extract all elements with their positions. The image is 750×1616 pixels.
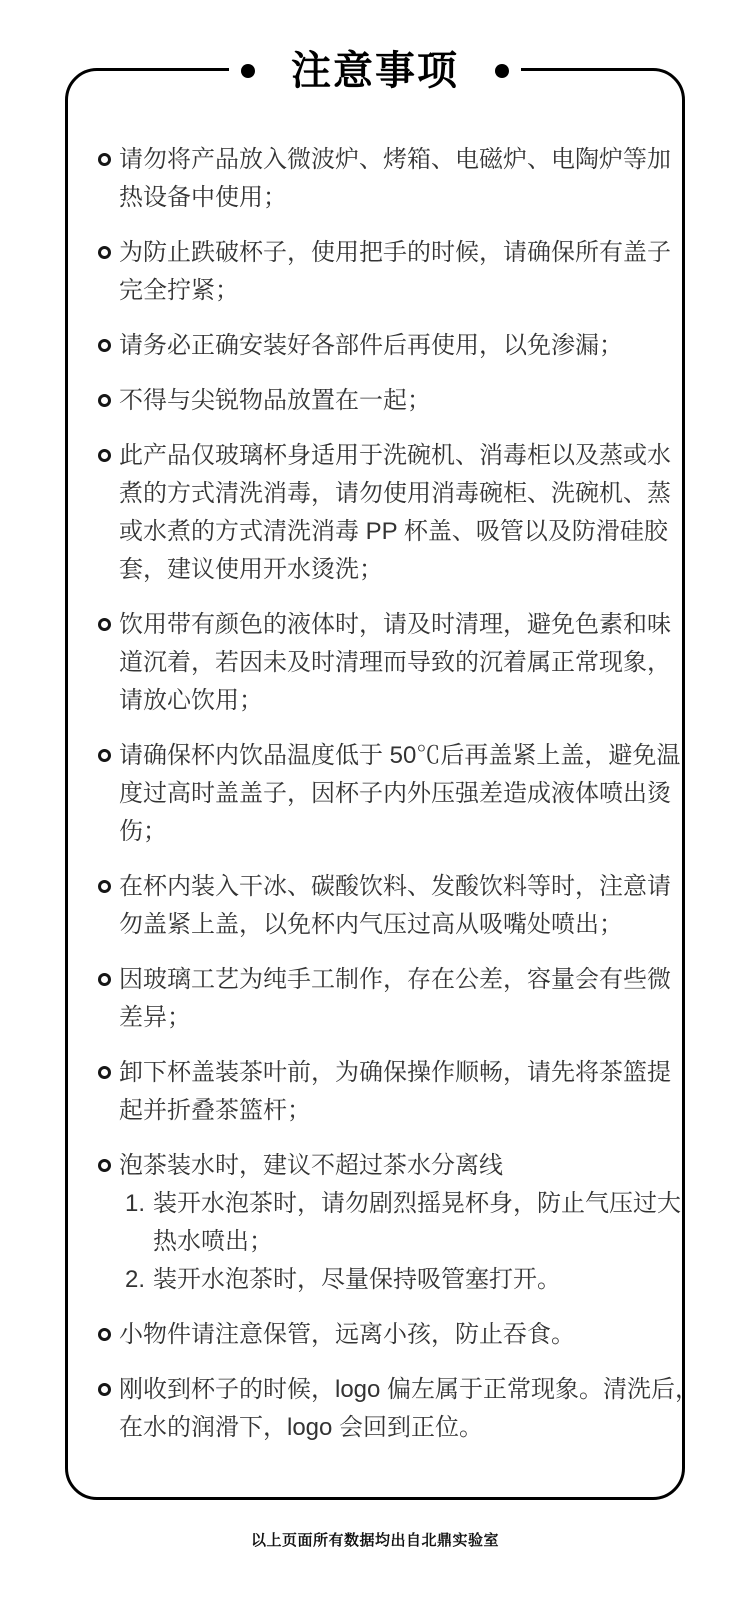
notice-item-line: 完全拧紧； bbox=[119, 277, 239, 304]
notice-item-body bbox=[119, 606, 671, 720]
notice-item-body bbox=[119, 868, 671, 944]
bullet-ring-icon bbox=[98, 449, 111, 462]
subitem-body bbox=[153, 1261, 561, 1299]
notice-subitem bbox=[125, 1261, 668, 1299]
bullet-ring-icon bbox=[98, 1066, 111, 1079]
notice-item-body bbox=[119, 1147, 681, 1299]
notice-item bbox=[98, 1147, 681, 1299]
notice-item-line: 饮用带有颜色的液体时，请及时清理，避免色素和味 bbox=[119, 611, 671, 638]
notice-item bbox=[98, 1371, 700, 1447]
subitem-number: 1. bbox=[125, 1190, 146, 1217]
bullet-ring-icon bbox=[98, 1159, 111, 1172]
bullet-ring-icon bbox=[98, 394, 111, 407]
notice-item bbox=[98, 1316, 668, 1354]
notice-item-line: 或水煮的方式清洗消毒 PP 杯盖、吸管以及防滑硅胶 bbox=[119, 518, 668, 545]
notice-item-line: 度过高时盖盖子，因杯子内外压强差造成液体喷出烫 bbox=[119, 780, 671, 807]
notice-item-line: 在水的润滑下，logo 会回到正位。 bbox=[119, 1414, 484, 1441]
bullet-ring-icon bbox=[98, 749, 111, 762]
title-bar bbox=[229, 49, 521, 93]
bullet-ring-icon bbox=[98, 880, 111, 893]
notice-subitem-line: 热水喷出； bbox=[153, 1228, 273, 1255]
title-dot-right-icon bbox=[495, 64, 509, 78]
notice-item-body bbox=[119, 234, 671, 310]
page-title: 注意事项 bbox=[291, 49, 459, 93]
notice-item-line: 请务必正确安装好各部件后再使用，以免渗漏； bbox=[119, 332, 623, 359]
notice-item-body bbox=[119, 437, 671, 589]
bullet-ring-icon bbox=[98, 973, 111, 986]
notice-item-line: 因玻璃工艺为纯手工制作，存在公差，容量会有些微 bbox=[119, 966, 671, 993]
notice-item-line: 煮的方式清洗消毒，请勿使用消毒碗柜、洗碗机、蒸 bbox=[119, 480, 671, 507]
bullet-ring-icon bbox=[98, 1328, 111, 1341]
notice-item bbox=[98, 868, 671, 944]
notice-subitem-line: 装开水泡茶时，尽量保持吸管塞打开。 bbox=[153, 1266, 561, 1293]
notice-item bbox=[98, 606, 671, 720]
notice-item-body bbox=[119, 141, 671, 217]
footer-note: 以上页面所有数据均出自北鼎实验室 bbox=[250, 1532, 499, 1549]
notice-item-line: 热设备中使用； bbox=[119, 184, 287, 211]
subitem-number: 2. bbox=[125, 1266, 146, 1293]
notice-item-line: 请放心饮用； bbox=[119, 687, 263, 714]
notice-subitem bbox=[125, 1185, 681, 1261]
notice-item-line: 差异； bbox=[119, 1004, 191, 1031]
notice-item-line: 卸下杯盖装茶叶前，为确保操作顺畅，请先将茶篮提 bbox=[119, 1059, 671, 1086]
notice-item-line: 为防止跌破杯子，使用把手的时候，请确保所有盖子 bbox=[119, 239, 671, 266]
bullet-ring-icon bbox=[98, 339, 111, 352]
title-dot-left-icon bbox=[241, 64, 255, 78]
notice-item-line: 请勿将产品放入微波炉、烤箱、电磁炉、电陶炉等加 bbox=[119, 146, 671, 173]
bullet-ring-icon bbox=[98, 618, 111, 631]
notice-item bbox=[98, 1054, 671, 1130]
notice-item-body bbox=[119, 327, 623, 365]
notice-item bbox=[98, 437, 671, 589]
notice-item-line: 不得与尖锐物品放置在一起； bbox=[119, 387, 431, 414]
notice-item bbox=[98, 327, 668, 365]
notice-item bbox=[98, 234, 671, 310]
notice-item bbox=[98, 141, 671, 217]
notice-item-line: 勿盖紧上盖，以免杯内气压过高从吸嘴处喷出； bbox=[119, 911, 623, 938]
notice-item-line: 伤； bbox=[119, 818, 167, 845]
notice-subitem-line: 装开水泡茶时，请勿剧烈摇晃杯身，防止气压过大 bbox=[153, 1190, 681, 1217]
notice-item-body bbox=[119, 737, 681, 851]
subitem-body bbox=[153, 1185, 681, 1261]
notice-list bbox=[98, 141, 700, 1447]
notice-item-line: 此产品仅玻璃杯身适用于洗碗机、消毒柜以及蒸或水 bbox=[119, 442, 671, 469]
notice-item-body bbox=[119, 1371, 700, 1447]
bullet-ring-icon bbox=[98, 1383, 111, 1396]
notice-item-body bbox=[119, 382, 431, 420]
notice-box bbox=[65, 49, 700, 1500]
bullet-ring-icon bbox=[98, 153, 111, 166]
notice-item-line: 道沉着，若因未及时清理而导致的沉着属正常现象， bbox=[119, 649, 671, 676]
notice-item bbox=[98, 737, 681, 851]
notice-item-body bbox=[119, 1316, 575, 1354]
notice-item-line: 请确保杯内饮品温度低于 50℃后再盖紧上盖，避免温 bbox=[119, 742, 681, 769]
notice-item bbox=[98, 382, 668, 420]
notice-item-line: 小物件请注意保管，远离小孩，防止吞食。 bbox=[119, 1321, 575, 1348]
notice-item-body bbox=[119, 961, 671, 1037]
notice-item-line: 泡茶装水时，建议不超过茶水分离线 bbox=[119, 1152, 503, 1179]
notice-item-line: 刚收到杯子的时候，logo 偏左属于正常现象。清洗后， bbox=[119, 1376, 700, 1403]
notice-item-line: 在杯内装入干冰、碳酸饮料、发酸饮料等时，注意请 bbox=[119, 873, 671, 900]
bullet-ring-icon bbox=[98, 246, 111, 259]
notice-item-line: 起并折叠茶篮杆； bbox=[119, 1097, 311, 1124]
notice-item-body bbox=[119, 1054, 671, 1130]
notice-item-line: 套，建议使用开水烫洗； bbox=[119, 556, 383, 583]
notice-item bbox=[98, 961, 671, 1037]
